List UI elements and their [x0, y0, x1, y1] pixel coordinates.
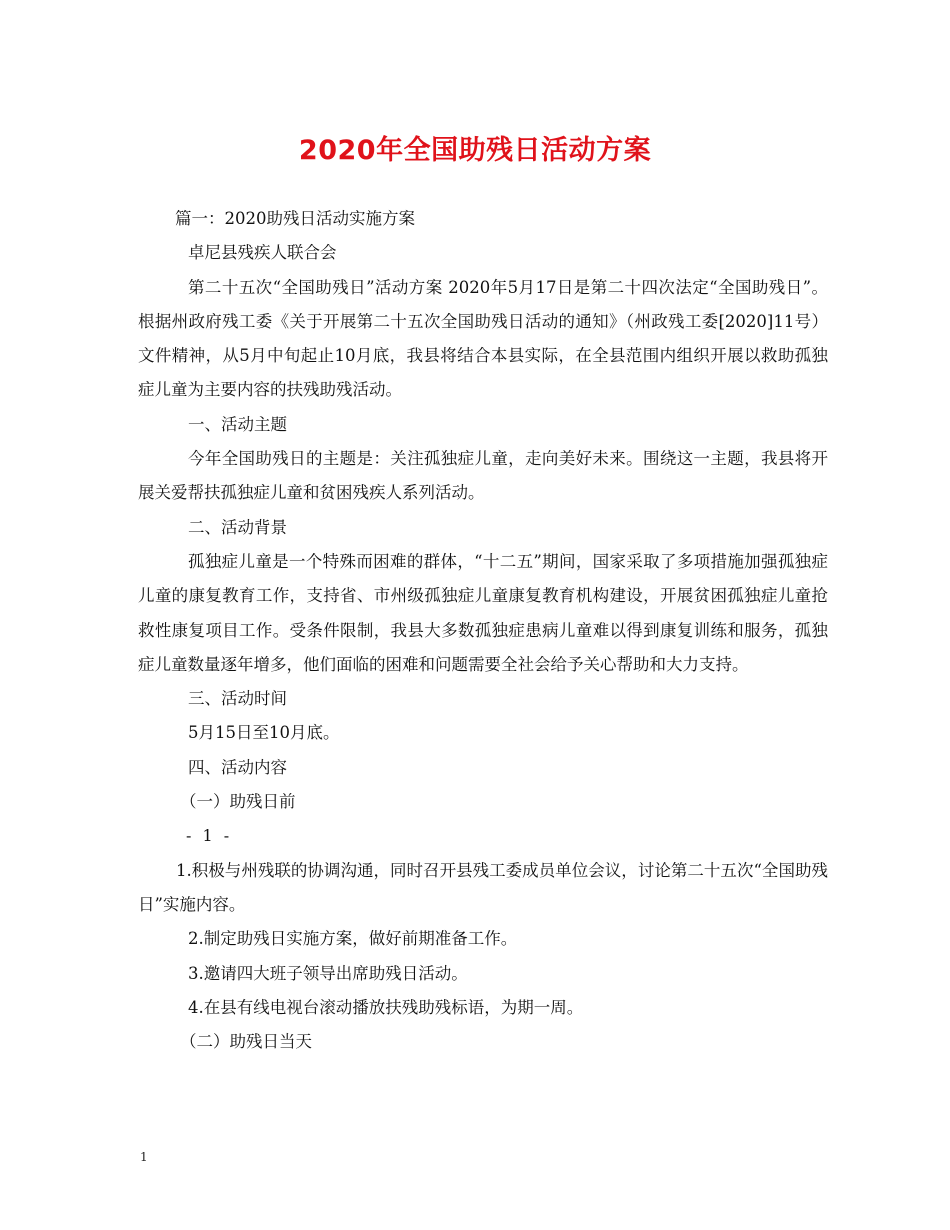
- heading-background: 二、活动背景: [188, 517, 287, 537]
- heading-content: 四、活动内容: [188, 757, 287, 777]
- time-paragraph: 5月15日至10月底。: [188, 723, 340, 743]
- section-heading: 篇一：2020助残日活动实施方案: [175, 209, 415, 228]
- list-item: 1.积极与州残联的协调沟通，同时召开县残工委成员单位会议，讨论第二十五次“全国助残日”实施内容。: [138, 860, 828, 914]
- subheading-on-day: （二）助残日当天: [180, 1032, 312, 1052]
- list-item: 4.在县有线电视台滚动播放扶残助残标语，为期一周。: [188, 997, 584, 1017]
- heading-theme: 一、活动主题: [188, 414, 287, 434]
- list-item: 3.邀请四大班子领导出席助残日活动。: [188, 963, 468, 983]
- background-paragraph: 孤独症儿童是一个特殊而困难的群体，“十二五”期间，国家采取了多项措施加强孤独症儿童的康复教育工作，支持省、市州级孤独症儿童康复教育机构建设，开展贫困孤独症儿童抢救性康复项目工作。受条件限制，我县大多数孤独症患病儿童难以得到康复训练和服务，孤独症儿童数量逐年增多，他们面临的困难和问题需要全社会给予关心帮助和大力支持。: [138, 551, 828, 674]
- intro-paragraph: 第二十五次“全国助残日”活动方案 2020年5月17日是第二十四次法定“全国助残日”。根据州政府残工委《关于开展第二十五次全国助残日活动的通知》（州政残工委[2020]11号）文件精神，从5月中旬起止10月底，我县将结合本县实际，在全县范围内组织开展以救助孤独症儿童为主要内容的扶残助残活动。: [138, 277, 828, 400]
- theme-paragraph: 今年全国助残日的主题是：关注孤独症儿童，走向美好未来。围绕这一主题，我县将开展关爱帮扶孤独症儿童和贫困残疾人系列活动。: [138, 449, 828, 503]
- page-number: 1: [140, 1150, 148, 1164]
- document-body: [138, 202, 828, 1059]
- heading-time: 三、活动时间: [188, 689, 287, 709]
- list-item: 2.制定助残日实施方案，做好前期准备工作。: [188, 929, 518, 949]
- inline-page-marker: - 1 -: [186, 826, 233, 846]
- subheading-before-day: （一）助残日前: [180, 792, 296, 812]
- document-title: 2020年全国助残日活动方案: [298, 135, 652, 166]
- organization-name: 卓尼县残疾人联合会: [188, 243, 337, 263]
